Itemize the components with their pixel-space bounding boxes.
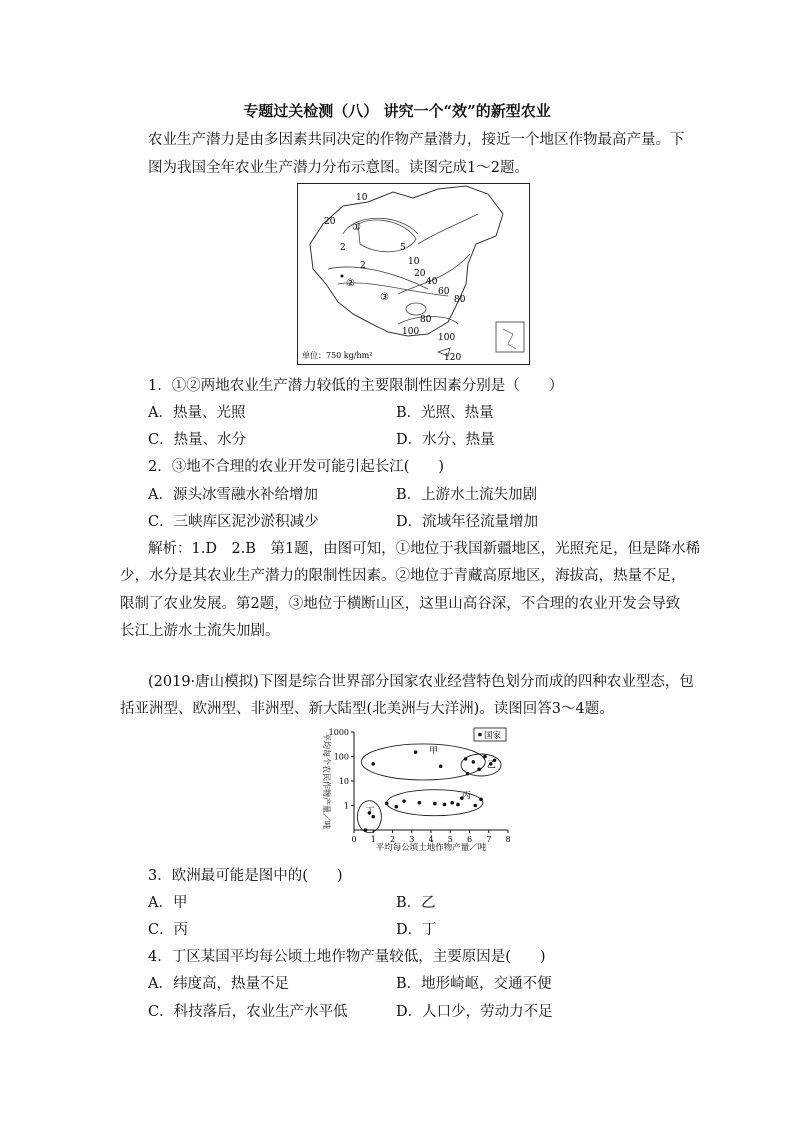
analysis-line-2: 少，水分是其农业生产潜力的限制性因素。②地位于青藏高原地区，海拔高，热量不足， [120, 568, 686, 584]
map-label: 80 [454, 295, 466, 305]
map-label: 5 [400, 243, 406, 253]
x-tick-label: 1 [370, 835, 376, 844]
intro2-line-2: 括亚洲型、欧洲型、非洲型、新大陆型(北美洲与大洋洲)。读图回答3～4题。 [120, 701, 614, 717]
map-label: 80 [420, 315, 432, 325]
data-point [439, 764, 443, 768]
map-label: 20 [324, 217, 336, 227]
y-tick-label: 1000 [328, 728, 349, 737]
china-map [298, 184, 529, 364]
data-point [473, 804, 477, 808]
q2-option-d[interactable]: D．流域年径流量增加 [396, 514, 539, 530]
data-point [456, 803, 460, 807]
data-point [364, 828, 368, 832]
map-unit: 单位：750 kg/hm² [302, 351, 373, 360]
x-tick-label: 7 [486, 835, 492, 844]
intro-line-1: 农业生产潜力是由多因素共同决定的作物产量潜力，接近一个地区作物最高产量。下 [148, 132, 685, 148]
q3-option-d[interactable]: D．丁 [396, 922, 437, 938]
x-tick-label: 0 [351, 835, 357, 844]
q1-option-d[interactable]: D．水分、热量 [396, 432, 495, 448]
map-label: 120 [444, 353, 462, 363]
x-tick-label: 4 [428, 835, 434, 844]
x-tick-label: 8 [505, 835, 511, 844]
q2-option-c[interactable]: C．三峡库区泥沙淤积减少 [148, 514, 319, 530]
x-tick-label: 5 [447, 835, 453, 844]
y-axis-label: 平均每个农民作物产量／吨 [322, 733, 331, 829]
q4-option-d[interactable]: D．人口少，劳动力不足 [396, 1004, 553, 1020]
analysis-line-1: 解析：1.D 2.B 第1题，由图可知，①地位于我国新疆地区，光照充足，但是降水稀 [148, 541, 701, 557]
q4-option-a[interactable]: A．纬度高，热量不足 [148, 976, 289, 992]
map-area-label: ③ [380, 292, 389, 303]
q2-option-b[interactable]: B．上游水土流失加剧 [396, 487, 538, 503]
analysis-line-4: 长江上游水土流失加剧。 [120, 623, 280, 639]
map-label: 20 [414, 269, 426, 279]
q3-option-a[interactable]: A．甲 [148, 895, 188, 911]
q3-option-c[interactable]: C．丙 [148, 922, 189, 938]
data-point [477, 768, 481, 772]
q1-stem: 1．①②两地农业生产潜力较低的主要限制性因素分别是（ ） [148, 378, 564, 394]
q4-stem: 4．丁区某国平均每公顷土地作物产量较低，主要原因是( ) [148, 949, 546, 965]
y-tick-label: 100 [333, 752, 349, 762]
legend-label: 国家 [484, 731, 502, 741]
data-point [450, 801, 454, 805]
page-title: 专题过关检测（八） 讲究一个“效”的新型农业 [243, 102, 551, 120]
map-area-label: ① [352, 222, 361, 233]
data-point [479, 797, 483, 801]
map-label: 10 [356, 193, 368, 203]
intro2-line-1: (2019·唐山模拟)下图是综合世界部分国家农业经营特色划分而成的四种农业型态，包 [148, 674, 694, 690]
data-point [371, 762, 375, 766]
data-point [414, 750, 418, 754]
x-tick-label: 2 [389, 835, 396, 844]
q2-stem: 2．③地不合理的农业开发可能引起长江( ) [148, 459, 445, 475]
x-tick-label: 3 [409, 835, 415, 844]
analysis-line-3: 限制了农业发展。第2题，③地位于横断山区，这里山高谷深，不合理的农业开发会导致 [120, 596, 681, 612]
q2-option-a[interactable]: A．源头冰雪融水补给增加 [148, 487, 318, 503]
group-label: 丁 [365, 806, 375, 817]
map-label: 60 [438, 287, 450, 297]
q1-option-c[interactable]: C．热量、水分 [148, 432, 247, 448]
q1-option-b[interactable]: B．光照、热量 [396, 405, 494, 421]
q1-option-a[interactable]: A．热量、光照 [148, 405, 246, 421]
legend-marker [478, 733, 482, 737]
data-point [443, 803, 447, 807]
map-area-label: ② [346, 278, 355, 289]
data-point [395, 805, 399, 809]
group-label: 丙 [461, 791, 471, 802]
q4-option-c[interactable]: C．科技落后，农业生产水平低 [148, 1004, 348, 1020]
x-tick-label: 6 [466, 835, 473, 844]
data-point [402, 799, 406, 803]
q3-option-b[interactable]: B．乙 [396, 895, 436, 911]
map-label: 10 [408, 257, 420, 267]
data-point [433, 802, 437, 806]
data-point [418, 801, 422, 805]
map-label: 2 [340, 243, 346, 253]
q4-option-b[interactable]: B．地形崎岖，交通不便 [396, 976, 552, 992]
data-point [466, 772, 470, 776]
scatter-chart [318, 724, 518, 854]
map-label: 100 [438, 333, 456, 343]
data-point [483, 755, 487, 759]
china-map-figure [297, 183, 530, 365]
intro-line-2: 图为我国全年农业生产潜力分布示意图。读图完成1～2题。 [148, 160, 529, 176]
scatter-chart-figure [318, 724, 518, 854]
x-axis-label: 平均每公顷土地作物产量／吨 [375, 843, 487, 853]
y-tick-label: 1 [343, 801, 349, 811]
map-label: 2 [360, 261, 366, 271]
group-label: 乙 [486, 760, 496, 771]
group-label: 甲 [429, 746, 439, 757]
data-point [472, 760, 476, 764]
data-point [385, 802, 389, 806]
q3-stem: 3．欧洲最可能是图中的( ) [148, 868, 343, 884]
map-label: 100 [402, 327, 420, 337]
map-label: 40 [426, 277, 438, 287]
y-tick-label: 10 [338, 777, 349, 786]
